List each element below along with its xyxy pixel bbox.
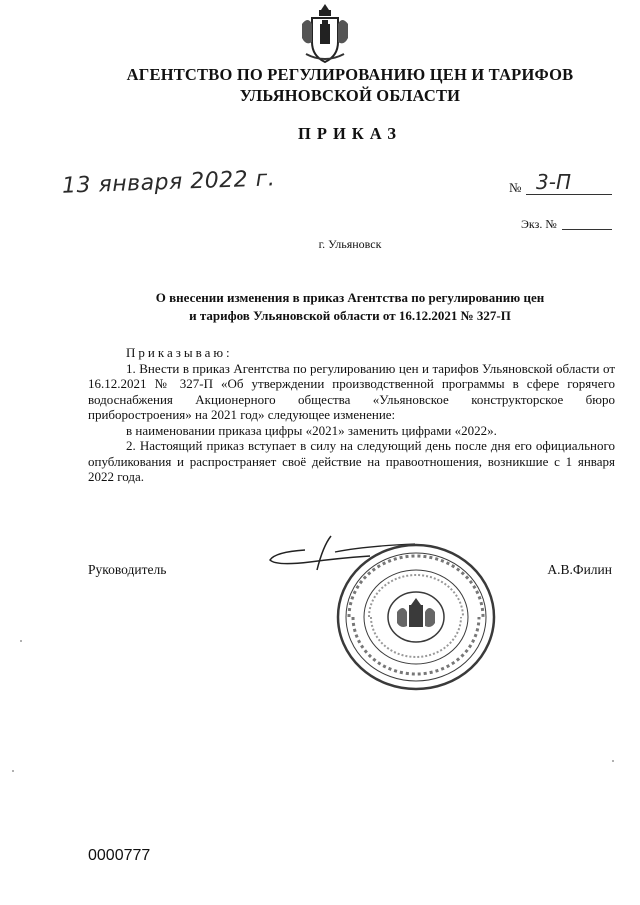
scan-speck <box>12 770 14 772</box>
document-serial-number: 0000777 <box>88 847 151 864</box>
handwritten-number: 3-П <box>536 170 571 194</box>
scan-speck <box>612 760 614 762</box>
order-item-1-change: в наименовании приказа цифры «2021» заменить цифрами «2022». <box>126 422 497 438</box>
document-type-title: ПРИКАЗ <box>298 124 402 143</box>
agency-title-line2: УЛЬЯНОВСКОЙ ОБЛАСТИ <box>239 86 461 105</box>
order-subject <box>60 289 640 325</box>
city-line: г. Ульяновск <box>318 237 382 251</box>
handwritten-date: 13 января 2022 г. <box>61 166 276 199</box>
order-item-2: 2. Настоящий приказ вступает в силу на следующий день после дня его официального опубликования и распространяет своё действие на правоотношения, возникшие с 1 января 2022 года. <box>88 438 615 484</box>
copy-number-underline <box>562 229 612 230</box>
order-subject-line2: и тарифов Ульяновской области от 16.12.2021 № 327-П <box>189 308 511 323</box>
agency-title-line1: АГЕНТСТВО ПО РЕГУЛИРОВАНИЮ ЦЕН И ТАРИФОВ <box>126 65 574 84</box>
agency-title <box>60 64 640 106</box>
copy-number-label: Экз. № <box>521 217 557 231</box>
coat-of-arms-icon <box>298 2 352 66</box>
signatory-role: Руководитель <box>88 562 167 577</box>
order-body <box>88 345 615 485</box>
official-seal-icon <box>335 542 497 692</box>
scan-speck <box>20 640 22 642</box>
order-subject-line1: О внесении изменения в приказ Агентства по регулированию цен <box>155 290 545 305</box>
signatory-name: А.В.Филин <box>547 562 612 577</box>
number-underline <box>526 194 612 195</box>
order-opening: Приказываю: <box>126 345 233 360</box>
order-item-1: 1. Внести в приказ Агентства по регулированию цен и тарифов Ульяновской области от 16.12.2021 № 327-П «Об утверждении производственной программы в сфере горячего водоснабжения Акционерного общества «Ульяновское конструкторское бюро приборостроения» на 2021 год» следующее изменение: <box>88 360 615 422</box>
number-label: № <box>509 180 522 195</box>
